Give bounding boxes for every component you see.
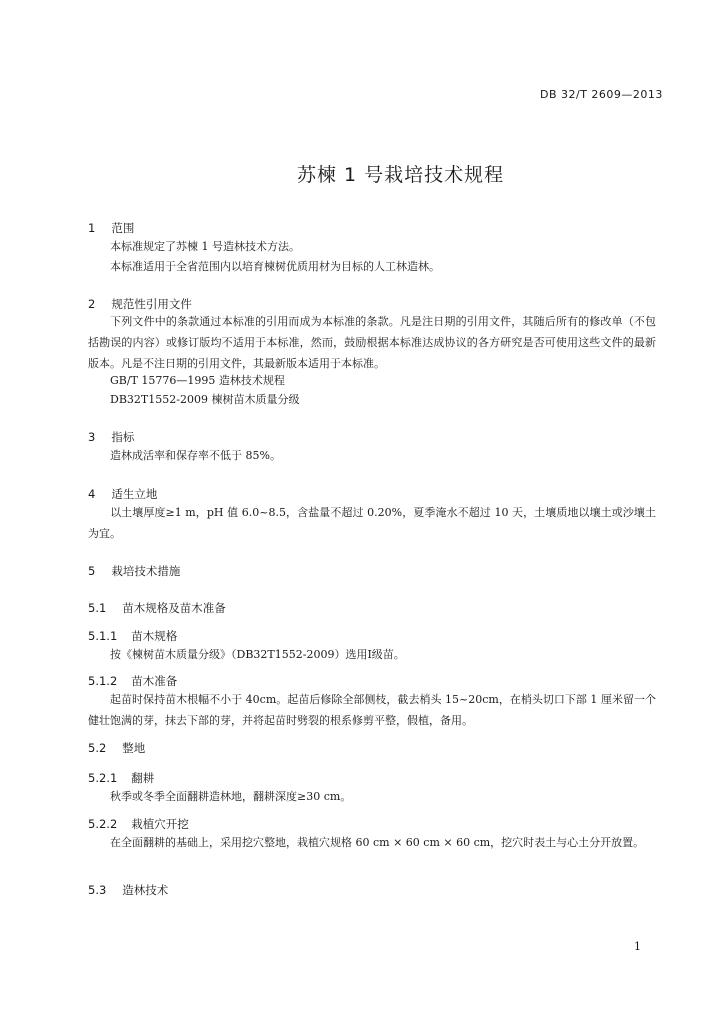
page-number: 1 <box>634 940 641 953</box>
section-number: 5.1 <box>88 601 107 615</box>
section-5-2-heading <box>88 740 145 756</box>
standard-number: DB 32/T 2609—2013 <box>540 88 663 101</box>
section-5-1-1-paragraph-1: 按《楝树苗木质量分级》（DB32T1552-2009）选用Ⅰ级苗。 <box>110 648 405 661</box>
section-title: 栽植穴开挖 <box>131 817 189 831</box>
section-1-paragraph-1: 本标准规定了苏楝 1 号造林技术方法。 <box>110 240 300 253</box>
paragraph-text: 起苗时保持苗木根幅不小于 40cm。起苗后修除全部侧枝，截去梢头 15~20cm，在梢头切口下部 1 厘米留一个健壮饱满的芽，抹去下部的芽，并将起苗时劈裂的根系修剪平整，假植，备用。 <box>88 693 656 727</box>
section-number: 1 <box>88 221 96 235</box>
section-title: 翻耕 <box>131 771 155 785</box>
section-1-paragraph-2: 本标准适用于全省范围内以培育楝树优质用材为目标的人工林造林。 <box>110 260 440 273</box>
section-2-heading <box>88 296 192 312</box>
paragraph-text: 以土壤厚度≥1 m，pH 值 6.0~8.5，含盐量不超过 0.20%，夏季淹水不超过 10 天，土壤质地以壤土或沙壤土为宜。 <box>88 506 656 540</box>
reference-1: GB/T 15776—1995 造林技术规程 <box>110 374 285 387</box>
section-3-paragraph-1: 造林成活率和保存率不低于 85%。 <box>110 449 281 462</box>
paragraph-text: 在全面翻耕的基础上，采用挖穴整地，栽植穴规格 60 cm × 60 cm × 60 cm，挖穴时表土与心土分开放置。 <box>110 836 645 849</box>
section-5-2-1-heading <box>88 770 154 786</box>
section-1-heading <box>88 220 134 236</box>
section-title: 苗木规格及苗木准备 <box>122 601 226 615</box>
section-number: 5.2.2 <box>88 817 118 831</box>
section-number: 5.3 <box>88 883 107 897</box>
section-number: 4 <box>88 487 96 501</box>
section-5-heading <box>88 563 180 579</box>
section-number: 5.2.1 <box>88 771 118 785</box>
section-number: 3 <box>88 430 96 444</box>
section-title: 栽培技术措施 <box>111 564 181 578</box>
section-5-1-2-heading <box>88 673 177 689</box>
document-title: 苏楝 1 号栽培技术规程 <box>297 164 505 186</box>
section-3-heading <box>88 429 134 445</box>
section-number: 5.2 <box>88 741 107 755</box>
section-5-2-2-heading <box>88 816 189 832</box>
section-2-paragraph-1 <box>88 311 656 374</box>
section-5-1-1-heading <box>88 628 177 644</box>
section-5-1-2-paragraph-1 <box>88 689 656 731</box>
section-title: 指标 <box>111 430 135 444</box>
section-number: 2 <box>88 297 96 311</box>
section-title: 整地 <box>122 741 146 755</box>
section-4-paragraph-1 <box>88 502 656 544</box>
section-number: 5.1.1 <box>88 629 118 643</box>
section-title: 造林技术 <box>122 883 169 897</box>
section-5-3-heading <box>88 882 168 898</box>
section-title: 苗木准备 <box>131 674 178 688</box>
section-5-2-1-paragraph-1: 秋季或冬季全面翻耕造林地，翻耕深度≥30 cm。 <box>110 790 352 803</box>
section-number: 5.1.2 <box>88 674 118 688</box>
section-title: 范围 <box>111 221 135 235</box>
section-5-1-heading <box>88 600 226 616</box>
section-4-heading <box>88 486 157 502</box>
reference-2: DB32T1552-2009 楝树苗木质量分级 <box>110 393 300 406</box>
section-title: 苗木规格 <box>131 629 178 643</box>
section-number: 5 <box>88 564 96 578</box>
section-title: 适生立地 <box>111 487 158 501</box>
paragraph-text: 下列文件中的条款通过本标准的引用而成为本标准的条款。凡是注日期的引用文件，其随后所有的修改单（不包括勘误的内容）或修订版均不适用于本标准，然而，鼓励根据本标准达成协议的各方研究是否可使用这些文件的最新版本。凡是不注日期的引用文件，其最新版本适用于本标准。 <box>88 315 656 370</box>
section-5-2-2-paragraph-1 <box>88 832 656 853</box>
section-title: 规范性引用文件 <box>111 297 192 311</box>
